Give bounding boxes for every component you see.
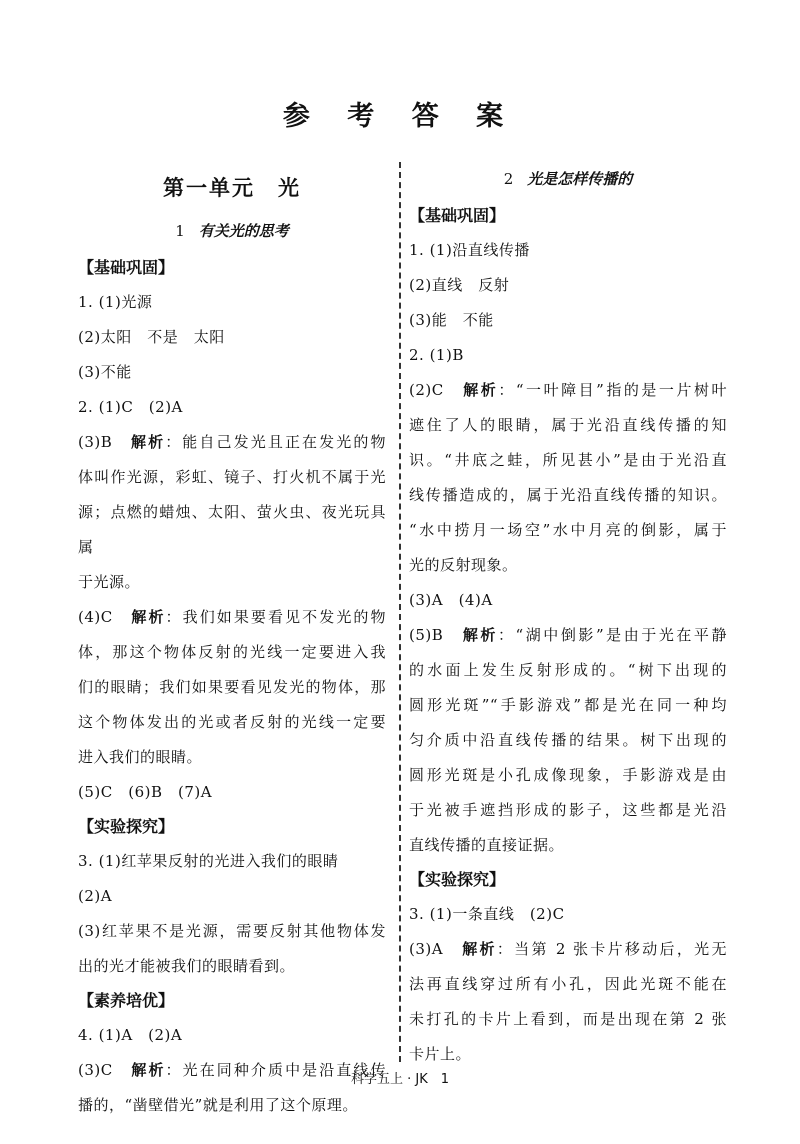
answer-line bbox=[409, 618, 727, 653]
lesson-number: 2 bbox=[503, 170, 514, 188]
answer-line bbox=[78, 600, 386, 635]
answer-prefix: (3)B bbox=[78, 433, 131, 451]
answer-line: 4. (1)A (2)A bbox=[78, 1026, 183, 1044]
answer-line: 于光源。 bbox=[78, 573, 141, 591]
answer-line: 这个物体发出的光或者反射的光线一定要 bbox=[78, 713, 386, 731]
page-footer: 科学五上 · JK 1 bbox=[350, 1072, 450, 1087]
answer-line: 1. (1)沿直线传播 bbox=[409, 241, 530, 259]
answer-prefix: (4)C bbox=[78, 608, 132, 626]
answer-line: (2)直线 反射 bbox=[409, 276, 510, 294]
answer-line bbox=[409, 373, 727, 408]
answer-line: (5)C (6)B (7)A bbox=[78, 783, 213, 801]
answer-line bbox=[409, 932, 727, 967]
answer-line: 遮住了人的眼睛，属于光沿直线传播的知 bbox=[409, 416, 727, 434]
answer-line: 未打孔的卡片上看到，而是出现在第 2 张 bbox=[409, 1010, 727, 1028]
answer-text: ：当第 2 张卡片移动后，光无 bbox=[496, 940, 727, 958]
analysis-label: 解析 bbox=[130, 433, 166, 451]
answer-line: “水中捞月一场空”水中月亮的倒影，属于 bbox=[409, 521, 727, 539]
lesson-name: 光是怎样传播的 bbox=[527, 170, 633, 188]
answer-line: (2)A bbox=[78, 887, 113, 905]
answer-list bbox=[409, 199, 727, 1072]
analysis-label: 解析 bbox=[463, 381, 499, 399]
lesson-number: 1 bbox=[175, 222, 185, 240]
answer-line: 2. (1)B bbox=[409, 346, 464, 364]
answer-line: 圆形光斑”“手影游戏”都是光在同一种均 bbox=[409, 696, 727, 714]
section-heading: 【实验探究】 bbox=[78, 817, 175, 836]
analysis-label: 解析 bbox=[462, 626, 498, 644]
answer-line: (2)太阳 不是 太阳 bbox=[78, 328, 225, 346]
answer-list bbox=[78, 251, 386, 1123]
section-heading: 【素养培优】 bbox=[78, 991, 175, 1010]
answer-prefix: (5)B bbox=[409, 626, 463, 644]
section-heading: 【基础巩固】 bbox=[78, 258, 175, 277]
answer-line: 匀介质中沿直线传播的结果。树下出现的 bbox=[409, 731, 727, 749]
right-column bbox=[409, 160, 727, 1072]
answer-line: 3. (1)一条直线 (2)C bbox=[409, 905, 565, 923]
unit-title: 第一单元 光 bbox=[163, 175, 301, 200]
analysis-label: 解析 bbox=[131, 1061, 166, 1079]
answer-line: (3)不能 bbox=[78, 363, 132, 381]
analysis-label: 解析 bbox=[131, 608, 166, 626]
answer-text: ：能自己发光且正在发光的物 bbox=[165, 433, 386, 451]
left-column bbox=[78, 160, 386, 1123]
section-heading: 【实验探究】 bbox=[409, 870, 506, 889]
answer-line: 播的，“凿壁借光”就是利用了这个原理。 bbox=[78, 1096, 358, 1114]
answer-line: 卡片上。 bbox=[409, 1045, 472, 1063]
answer-line: 线传播造成的，属于光沿直线传播的知识。 bbox=[409, 486, 727, 504]
answer-line: 的水面上发生反射形成的。“树下出现的 bbox=[409, 661, 727, 679]
answer-line: 3. (1)红苹果反射的光进入我们的眼睛 bbox=[78, 852, 339, 870]
answer-line: 2. (1)C (2)A bbox=[78, 398, 183, 416]
analysis-label: 解析 bbox=[462, 940, 497, 958]
answer-line bbox=[78, 425, 386, 460]
answer-line: 1. (1)光源 bbox=[78, 293, 153, 311]
answer-line: 进入我们的眼睛。 bbox=[78, 748, 203, 766]
column-divider bbox=[399, 162, 401, 1062]
answer-prefix: (3)A bbox=[409, 940, 463, 958]
answer-text: ：光在同种介质中是沿直线传 bbox=[165, 1061, 386, 1079]
lesson-title bbox=[409, 168, 727, 189]
answer-prefix: (3)C bbox=[78, 1061, 132, 1079]
lesson-title bbox=[78, 220, 386, 241]
page-title: 参 考 答 案 bbox=[282, 101, 518, 132]
answer-line: 光的反射现象。 bbox=[409, 556, 518, 574]
answer-line: 体叫作光源，彩虹、镜子、打火机不属于光 bbox=[78, 468, 386, 486]
answer-line: 源；点燃的蜡烛、太阳、萤火虫、夜光玩具属 bbox=[78, 503, 386, 556]
answer-line: 法再直线穿过所有小孔，因此光斑不能在 bbox=[409, 975, 727, 993]
answer-line: 识。“井底之蛙，所见甚小”是由于光沿直 bbox=[409, 451, 727, 469]
answer-line: 圆形光斑是小孔成像现象，手影游戏是由 bbox=[409, 766, 727, 784]
answer-line: (3)A (4)A bbox=[409, 591, 493, 609]
answer-line: 体，那这个物体反射的光线一定要进入我 bbox=[78, 643, 386, 661]
answer-line: 直线传播的直接证据。 bbox=[409, 836, 565, 854]
answer-text: ：“一叶障目”指的是一片树叶 bbox=[498, 381, 727, 399]
answer-line: (3)能 不能 bbox=[409, 311, 494, 329]
answer-line: 出的光才能被我们的眼睛看到。 bbox=[78, 957, 296, 975]
answer-line: 于光被手遮挡形成的影子，这些都是光沿 bbox=[409, 801, 727, 819]
lesson-name: 有关光的思考 bbox=[198, 222, 289, 240]
answer-prefix: (2)C bbox=[409, 381, 464, 399]
section-heading: 【基础巩固】 bbox=[409, 206, 506, 225]
answer-line: 们的眼睛；我们如果要看见发光的物体，那 bbox=[78, 678, 386, 696]
answer-line: (3)红苹果不是光源，需要反射其他物体发 bbox=[78, 922, 386, 940]
answer-text: ：“湖中倒影”是由于光在平静 bbox=[497, 626, 727, 644]
answer-text: ：我们如果要看见不发光的物 bbox=[165, 608, 386, 626]
